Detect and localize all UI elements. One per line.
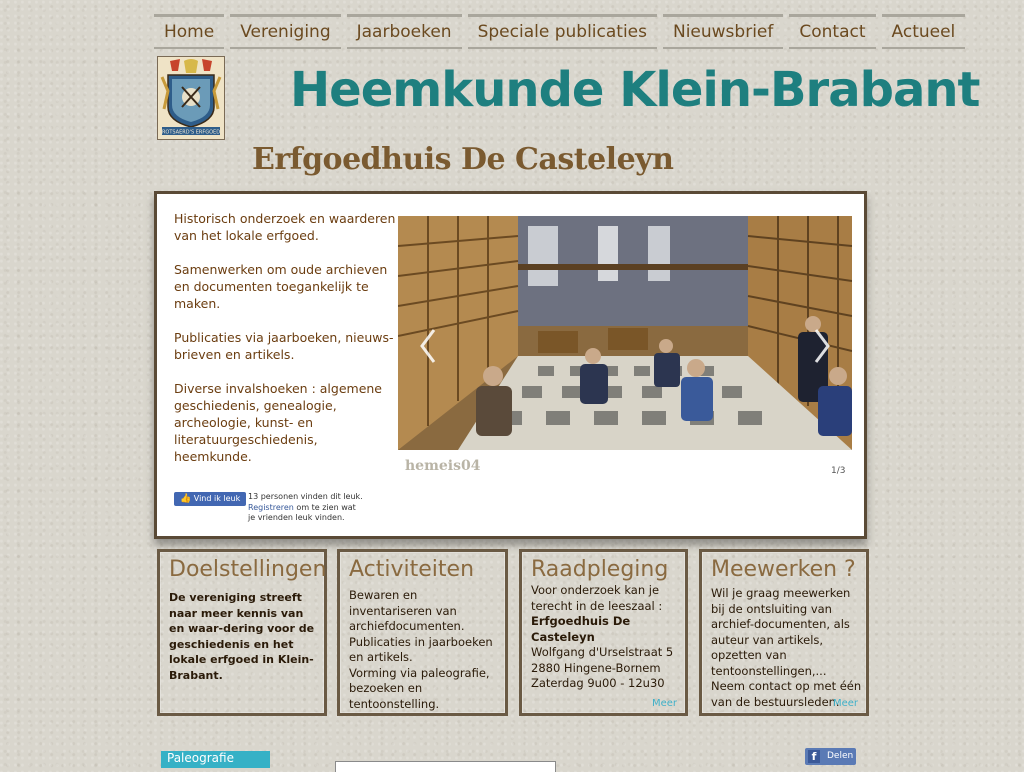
- card-text: Neem contact op met één van de bestuursleden.: [711, 679, 862, 709]
- card-text: Wil je graag meewerken bij de ontsluiting van archief-documenten, als auteur van artikels, opzetten van tentoonstellingen,...: [711, 586, 851, 678]
- card-text: Publicaties in jaarboeken en artikels.: [349, 634, 493, 664]
- card-body: [169, 590, 315, 683]
- main-nav: [154, 14, 971, 46]
- slide-next-arrow-icon[interactable]: [812, 326, 832, 366]
- card-text: Zaterdag 9u00 - 12u30: [531, 676, 665, 690]
- facebook-like-info: [248, 492, 363, 524]
- card-text: Voor onderzoek kan je terecht in de leeszaal :: [531, 583, 663, 613]
- nav-item-speciale-publicaties[interactable]: Speciale publicaties: [468, 14, 657, 49]
- facebook-like-button[interactable]: [174, 492, 246, 506]
- card-title: Meewerken ?: [711, 557, 856, 582]
- site-subtitle: Erfgoedhuis De Casteleyn: [252, 142, 674, 177]
- photo-slideshow[interactable]: [398, 216, 852, 450]
- card-raadpleging: [519, 549, 688, 716]
- nav-item-vereniging[interactable]: Vereniging: [230, 14, 340, 49]
- bottom-embed-box: [335, 761, 556, 772]
- nav-item-nieuwsbrief[interactable]: Nieuwsbrief: [663, 14, 783, 49]
- card-body: [531, 583, 681, 692]
- facebook-register-link[interactable]: Registreren: [248, 502, 294, 512]
- facebook-like-count: 13 personen vinden dit leuk.: [248, 492, 363, 501]
- thumbs-up-icon: 👍: [180, 494, 192, 504]
- card-activiteiten: [337, 549, 508, 716]
- facebook-register-text: om te zien wat je vrienden leuk vinden.: [248, 502, 356, 522]
- nav-item-actueel[interactable]: Actueel: [882, 14, 966, 49]
- card-body: [349, 588, 501, 712]
- heraldic-logo[interactable]: [157, 56, 225, 140]
- nav-item-home[interactable]: Home: [154, 14, 224, 49]
- intro-panel: [154, 191, 867, 539]
- facebook-like-label: Vind ik leuk: [193, 494, 241, 503]
- card-doelstellingen: [157, 549, 327, 716]
- card-text: Bewaren en inventariseren van archiefdocumenten.: [349, 588, 465, 633]
- card-text: 2880 Hingene-Bornem: [531, 660, 661, 675]
- card-text: Erfgoedhuis De Casteleyn: [531, 614, 631, 644]
- intro-paragraph: Diverse invalshoeken : algemene geschiedenis, genealogie, archeologie, kunst- en literatuurgeschiedenis, heemkunde.: [174, 381, 383, 464]
- nav-item-jaarboeken[interactable]: Jaarboeken: [347, 14, 462, 49]
- intro-paragraph: Historisch onderzoek en waarderen van het lokale erfgoed.: [174, 211, 396, 243]
- card-title: Doelstellingen: [169, 557, 327, 582]
- card-meewerken: [699, 549, 869, 716]
- slide-prev-arrow-icon[interactable]: [418, 326, 438, 366]
- share-label: Delen: [827, 751, 854, 761]
- card-text: De vereniging streeft naar meer kennis van en waar-dering voor de geschiedenis en het lokale erfgoed in Klein-Brabant.: [169, 591, 315, 682]
- paleografie-button[interactable]: Paleografie: [161, 751, 270, 768]
- intro-paragraph: Publicaties via jaarboeken, nieuws-brieven en artikels.: [174, 330, 394, 362]
- slide-caption: hemeis04: [405, 458, 481, 474]
- card-text: Vorming via paleografie, bezoeken en tentoonstelling.: [349, 665, 490, 711]
- intro-text: [174, 210, 396, 482]
- nav-item-contact[interactable]: Contact: [789, 14, 875, 49]
- intro-paragraph: Samenwerken om oude archieven en documenten toegankelijk te maken.: [174, 262, 388, 311]
- slide-counter: 1/3: [831, 466, 846, 476]
- library-reading-room-image: [398, 216, 852, 450]
- site-title: Heemkunde Klein-Brabant: [290, 62, 980, 118]
- card-text: Wolfgang d'Urselstraat 5: [531, 645, 674, 659]
- facebook-icon: f: [808, 750, 820, 763]
- card-body: [711, 586, 863, 710]
- more-link[interactable]: Meer: [651, 698, 677, 709]
- logo-motto: ROTSAERD'S ERFGOED: [161, 129, 221, 136]
- coat-of-arms-icon: [158, 57, 224, 139]
- card-title: Activiteiten: [349, 557, 475, 582]
- more-link[interactable]: Meer: [832, 698, 858, 709]
- card-title: Raadpleging: [531, 557, 669, 582]
- facebook-share-button[interactable]: [805, 748, 856, 765]
